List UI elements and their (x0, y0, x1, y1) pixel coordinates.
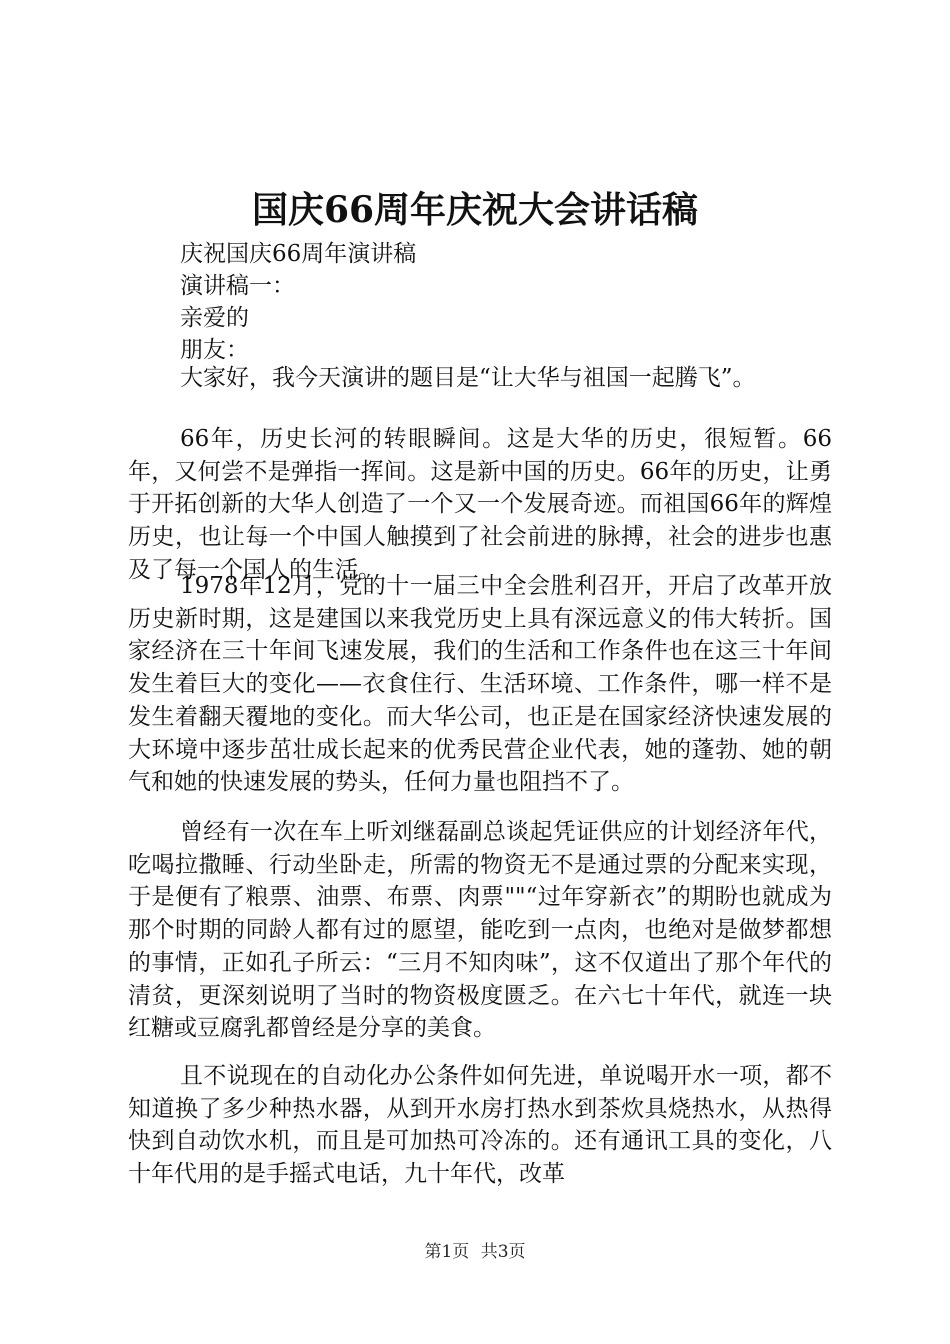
body-paragraph: 1978年12月，党的十一届三中全会胜利召开，开启了改革开放历史新时期，这是建国以来我党历史上具有深远意义的伟大转折。国家经济在三十年间飞速发展，我们的生活和工作条件也在这三十年间发生着巨大的变化——衣食住行、生活环境、工作条件，哪一样不是发生着翻天覆地的变化。而大华公司，也正是在国家经济快速发展的大环境中逐步茁壮成长起来的优秀民营企业代表，她的蓬勃、她的朝气和她的快速发展的势头，任何力量也阻挡不了。 (128, 573, 832, 796)
document-title: 国庆66周年庆祝大会讲话稿 (251, 189, 699, 231)
page-total: 共3页 (480, 1242, 526, 1262)
salutation-line: 亲爱的 (180, 305, 249, 331)
subtitle-line: 庆祝国庆66周年演讲稿 (180, 241, 417, 267)
body-paragraph: 且不说现在的自动化办公条件如何先进，单说喝开水一项，都不知道换了多少种热水器，从到开水房打热水到茶炊具烧热水，从热得快到自动饮水机，而且是可加热可冷冻的。还有通讯工具的变化，八十年代用的是手摇式电话，九十年代，改革 (128, 1063, 832, 1188)
body-paragraph: 曾经有一次在车上听刘继磊副总谈起凭证供应的计划经济年代，吃喝拉撒睡、行动坐卧走，所需的物资无不是通过票的分配来实现，于是便有了粮票、油票、布票、肉票""“过年穿新衣”的期盼也就成为那个时期的同龄人都有过的愿望，能吃到一点肉，也绝对是做梦都想的事情，正如孔子所云：“三月不知肉味”，这不仅道出了那个年代的清贫，更深刻说明了当时的物资极度匮乏。在六七十年代，就连一块红糖或豆腐乳都曾经是分享的美食。 (128, 819, 832, 1042)
section-label: 演讲稿一： (180, 273, 295, 299)
page-footer (0, 1240, 950, 1264)
greeting-line: 大家好，我今天演讲的题目是“让大华与祖国一起腾飞”。 (180, 365, 756, 391)
page-number: 第1页 (424, 1242, 470, 1262)
salutation-line: 朋友： (180, 337, 249, 363)
body-paragraph: 66年，历史长河的转眼瞬间。这是大华的历史，很短暂。66年，又何尝不是弹指一挥间。这是新中国的历史。66年的历史，让勇于开拓创新的大华人创造了一个又一个发展奇迹。而祖国66年的辉煌历史，也让每一个中国人触摸到了社会前进的脉搏，社会的进步也惠及了每一个国人的生活。 (128, 426, 832, 583)
